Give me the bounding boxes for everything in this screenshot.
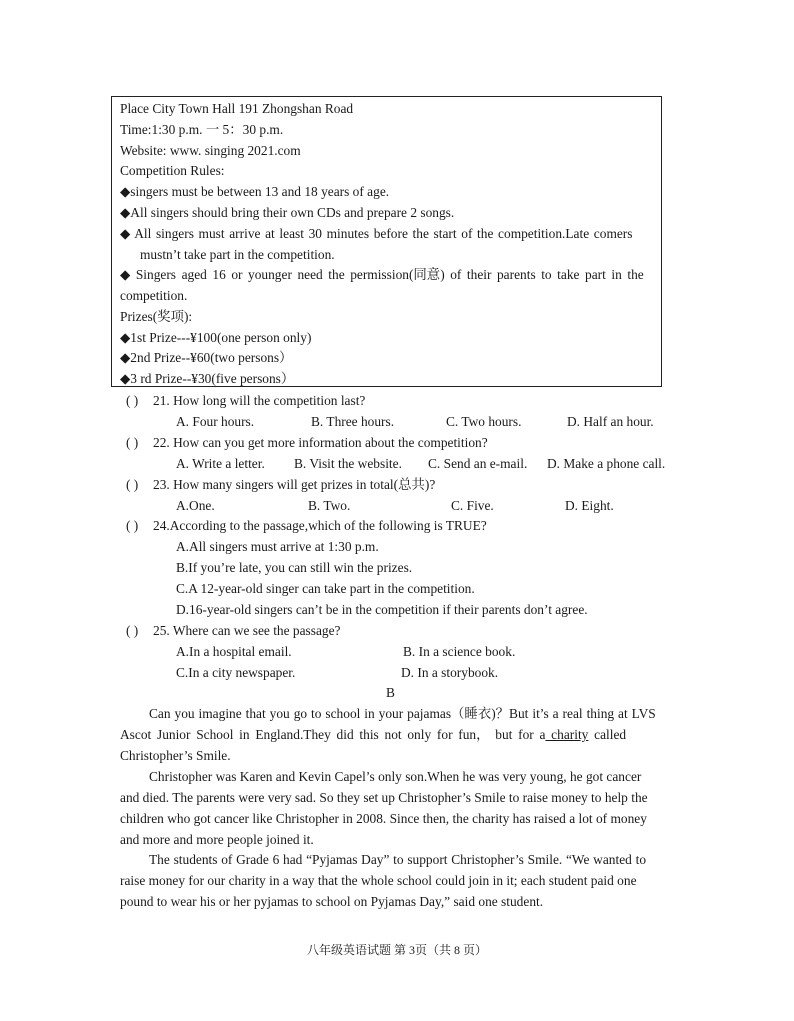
prizes-heading: Prizes(奖项): xyxy=(120,309,193,324)
passage-heading: B xyxy=(386,685,395,700)
prize-2: ◆2nd Prize--¥60(two persons） xyxy=(120,350,293,365)
passage-line: and more and more people joined it. xyxy=(120,832,314,847)
q24-option-c: C.A 12-year-old singer can take part in the competition. xyxy=(176,581,475,596)
prize-1: ◆1st Prize---¥100(one person only) xyxy=(120,330,312,345)
q21-option-a: A. Four hours. xyxy=(176,414,255,429)
answer-bracket-21: ( ) xyxy=(126,393,139,408)
passage-line xyxy=(120,727,626,743)
notice-place: Place City Town Hall 191 Zhongshan Road xyxy=(120,101,354,116)
question-22: 22. How can you get more information about the competition? xyxy=(153,435,488,450)
passage-text: Ascot Junior School in England.They did this not only for fun， but for a xyxy=(120,727,546,742)
rule-3: ◆ All singers must arrive at least 30 minutes before the start of the competition.Late comers xyxy=(120,226,633,241)
answer-bracket-25: ( ) xyxy=(126,623,139,638)
answer-bracket-23: ( ) xyxy=(126,477,139,492)
question-23: 23. How many singers will get prizes in total(总共)? xyxy=(153,477,436,492)
question-24: 24.According to the passage,which of the following is TRUE? xyxy=(153,518,487,533)
q21-option-b: B. Three hours. xyxy=(311,414,395,429)
passage-line: The students of Grade 6 had “Pyjamas Day” to support Christopher’s Smile. “We wanted to xyxy=(149,852,647,867)
rule-3-cont: mustn’t take part in the competition. xyxy=(140,247,335,262)
rule-4-cont: competition. xyxy=(120,288,188,303)
passage-line: raise money for our charity in a way that the whole school could join in it; each student paid one xyxy=(120,873,637,888)
passage-line: Christopher was Karen and Kevin Capel’s only son.When he was very young, he got cancer xyxy=(149,769,642,784)
q23-option-b: B. Two. xyxy=(308,498,351,513)
q22-option-b: B. Visit the website. xyxy=(294,456,402,471)
passage-line: Christopher’s Smile. xyxy=(120,748,231,763)
q23-option-d: D. Eight. xyxy=(565,498,614,513)
q22-option-d: D. Make a phone call. xyxy=(547,456,666,471)
passage-text: called xyxy=(588,727,627,742)
rule-4: ◆ Singers aged 16 or younger need the permission(同意) of their parents to take part in the xyxy=(120,267,644,282)
page-footer: 八年级英语试题 第 3页（共 8 页） xyxy=(306,943,487,957)
q23-option-a: A.One. xyxy=(176,498,215,513)
rule-2: ◆All singers should bring their own CDs and prepare 2 songs. xyxy=(120,205,455,220)
passage-line: and died. The parents were very sad. So they set up Christopher’s Smile to raise money to help the xyxy=(120,790,648,805)
prize-3: ◆3 rd Prize--¥30(five persons） xyxy=(120,371,295,386)
q24-option-a: A.All singers must arrive at 1:30 p.m. xyxy=(176,539,379,554)
q23-option-c: C. Five. xyxy=(451,498,494,513)
question-25: 25. Where can we see the passage? xyxy=(153,623,341,638)
passage-line: children who got cancer like Christopher in 2008. Since then, the charity has raised a lot of money xyxy=(120,811,647,826)
answer-bracket-24: ( ) xyxy=(126,518,139,533)
q21-option-c: C. Two hours. xyxy=(446,414,522,429)
passage-line: Can you imagine that you go to school in your pajamas（睡衣)？But it’s a real thing at LVS xyxy=(149,706,656,721)
rule-1: ◆singers must be between 13 and 18 years of age. xyxy=(120,184,390,199)
q25-option-a: A.In a hospital email. xyxy=(176,644,292,659)
charity-word: charity xyxy=(545,727,589,742)
q22-option-c: C. Send an e-mail. xyxy=(428,456,528,471)
rules-heading: Competition Rules: xyxy=(120,163,225,178)
q25-option-d: D. In a storybook. xyxy=(401,665,499,680)
notice-website: Website: www. singing 2021.com xyxy=(120,143,301,158)
q25-option-b: B. In a science book. xyxy=(403,644,516,659)
notice-box xyxy=(111,96,662,387)
answer-bracket-22: ( ) xyxy=(126,435,139,450)
q21-option-d: D. Half an hour. xyxy=(567,414,654,429)
q24-option-d: D.16-year-old singers can’t be in the competition if their parents don’t agree. xyxy=(176,602,588,617)
notice-time: Time:1:30 p.m. 一 5：30 p.m. xyxy=(120,122,284,137)
question-21: 21. How long will the competition last? xyxy=(153,393,366,408)
q24-option-b: B.If you’re late, you can still win the prizes. xyxy=(176,560,413,575)
passage-line: pound to wear his or her pyjamas to school on Pyjamas Day,” said one student. xyxy=(120,894,544,909)
q25-option-c: C.In a city newspaper. xyxy=(176,665,296,680)
q22-option-a: A. Write a letter. xyxy=(176,456,265,471)
